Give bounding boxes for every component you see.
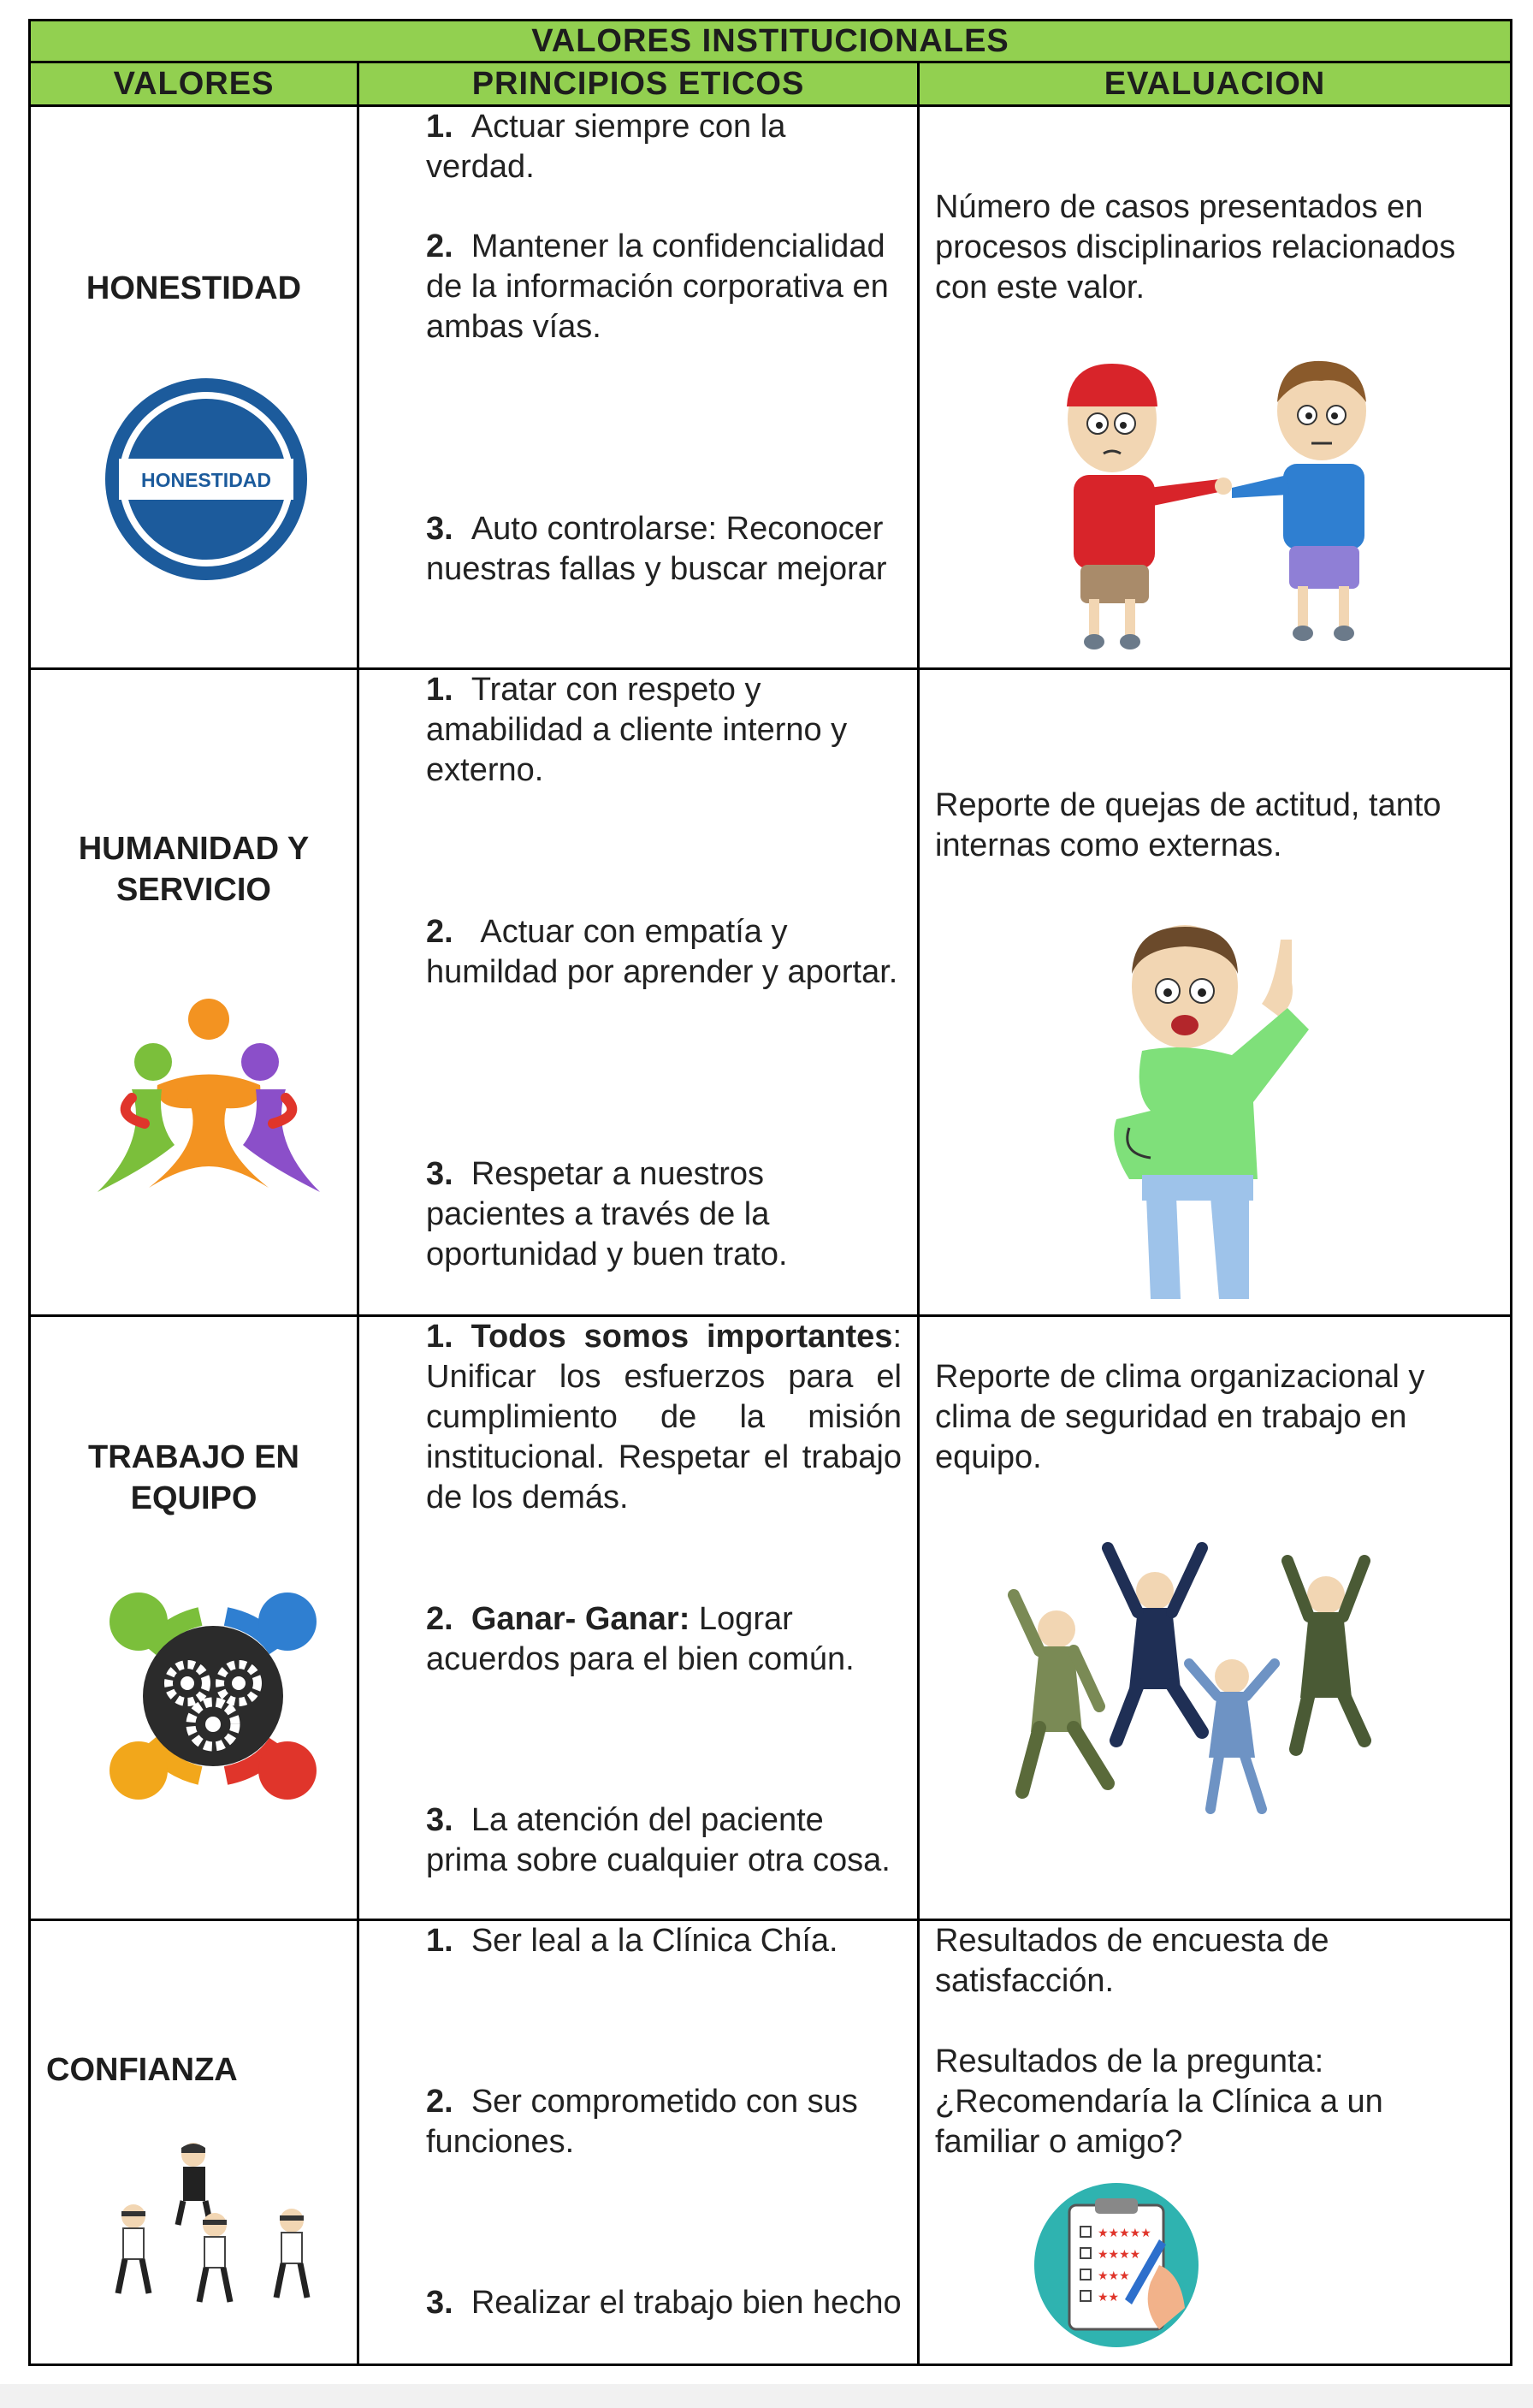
page-bottom-strip xyxy=(0,2384,1533,2408)
principio-2: 2. Mantener la confidencialidad de la información corporativa en ambas vías. xyxy=(426,228,889,345)
evaluacion-cell-confianza xyxy=(919,1920,1512,2365)
principio-3: 3. Realizar el trabajo bien hecho xyxy=(426,2285,902,2321)
principio-2: 2. Ser comprometido con sus funciones. xyxy=(426,2084,858,2160)
pointing-kids-icon xyxy=(1048,359,1407,655)
evaluacion-text: Reporte de clima organizacional y clima de seguridad en trabajo en equipo. xyxy=(935,1359,1425,1475)
principio-3: 3. Respetar a nuestros pacientes a través de la oportunidad y buen trato. xyxy=(426,1156,788,1272)
principio-3: 3. Auto controlarse: Reconocer nuestras fallas y buscar mejorar xyxy=(426,511,887,587)
honestidad-logo-icon xyxy=(102,375,311,584)
table-row-trabajo xyxy=(30,1316,1512,1920)
evaluacion-text: Número de casos presentados en procesos disciplinarios relacionados con este valor. xyxy=(935,189,1456,305)
valor-cell-trabajo xyxy=(30,1316,358,1920)
principio-3: 3. La atención del paciente prima sobre cualquier otra cosa. xyxy=(426,1802,891,1878)
principio-1: 1. Ser leal a la Clínica Chía. xyxy=(426,1923,838,1959)
team-member xyxy=(118,2204,149,2293)
principios-cell-confianza xyxy=(358,1920,919,2365)
principio-1: 1. Tratar con respeto y amabilidad a cliente interno y externo. xyxy=(426,672,848,788)
trust-team-icon xyxy=(99,2139,322,2310)
people-community-icon xyxy=(98,995,320,1201)
principio-2: 2. Actuar con empatía y humildad por aprender y aportar. xyxy=(426,914,898,990)
team-member xyxy=(276,2209,307,2298)
team-member xyxy=(199,2213,230,2302)
man-raising-finger-icon xyxy=(1082,922,1339,1308)
survey-clipboard-icon xyxy=(1031,2180,1202,2351)
principio-1: 1. Todos somos importantes: Unificar los esfuerzos para el cumplimiento de la misión institucional. Respetar el trabajo de los demás. xyxy=(426,1319,902,1515)
table-row-honestidad xyxy=(30,106,1512,669)
header-principios: PRINCIPIOS ETICOS xyxy=(358,62,919,106)
evaluacion-cell-trabajo xyxy=(919,1316,1512,1920)
evaluacion-text: Reporte de quejas de actitud, tanto internas como externas. xyxy=(935,787,1441,863)
teamwork-gears-icon xyxy=(106,1589,320,1803)
valor-cell-honestidad xyxy=(30,106,358,669)
valores-document xyxy=(28,19,1510,2366)
principio-1: 1. Actuar siempre con la verdad. xyxy=(426,109,786,185)
valor-name-trabajo: TRABAJO EN EQUIPO xyxy=(87,1439,300,1516)
evaluacion-cell-humanidad xyxy=(919,669,1512,1316)
principios-cell-humanidad xyxy=(358,669,919,1316)
table-row-humanidad xyxy=(30,669,1512,1316)
valores-table xyxy=(28,19,1512,2366)
principio-2: 2. Ganar- Ganar: Lograr acuerdos para el bien común. xyxy=(426,1601,855,1677)
valor-name-honestidad: HONESTIDAD xyxy=(86,270,302,306)
evaluacion-text-2: Resultados de la pregunta: ¿Recomendaría la Clínica a un familiar o amigo? xyxy=(935,2043,1383,2160)
table-row-confianza xyxy=(30,1920,1512,2365)
svg-text:★★: ★★ xyxy=(1098,2291,1120,2304)
valor-name-humanidad: HUMANIDAD Y SERVICIO xyxy=(78,831,310,908)
header-evaluacion: EVALUACION xyxy=(919,62,1512,106)
logo-label: HONESTIDAD xyxy=(140,469,272,491)
evaluacion-text-1: Resultados de encuesta de satisfacción. xyxy=(935,1923,1329,1999)
table-title: VALORES INSTITUCIONALES xyxy=(30,21,1512,62)
principios-cell-honestidad xyxy=(358,106,919,669)
evaluacion-cell-honestidad xyxy=(919,106,1512,669)
svg-text:★★★★★: ★★★★★ xyxy=(1098,2227,1151,2240)
svg-text:★★★★: ★★★★ xyxy=(1098,2248,1141,2262)
principios-cell-trabajo xyxy=(358,1316,919,1920)
valor-cell-confianza xyxy=(30,1920,358,2365)
valor-cell-humanidad xyxy=(30,669,358,1316)
valor-name-confianza: CONFIANZA xyxy=(46,2052,238,2088)
jumping-team-icon xyxy=(1005,1535,1390,1826)
header-valores: VALORES xyxy=(30,62,358,106)
svg-text:★★★: ★★★ xyxy=(1098,2269,1130,2283)
